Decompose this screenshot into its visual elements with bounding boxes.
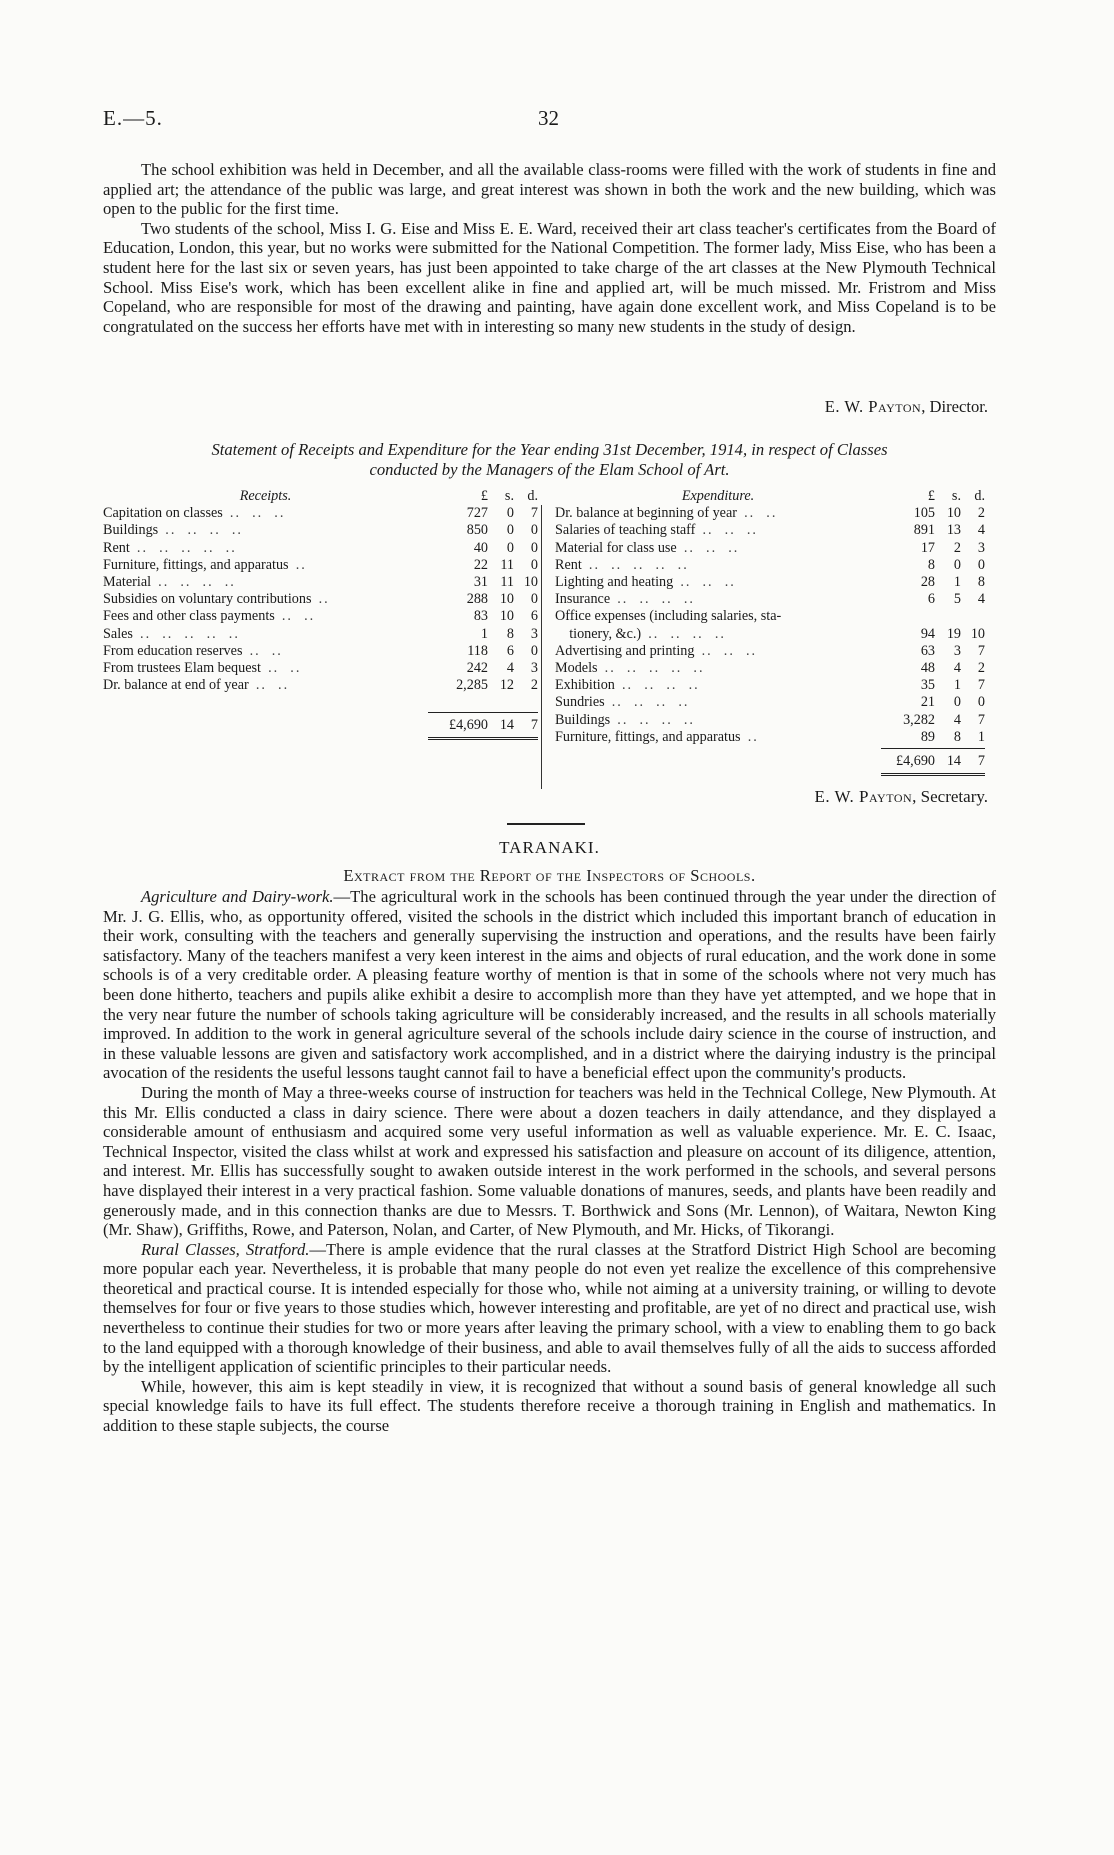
amount-pence: 1 — [977, 728, 985, 745]
ledger-row — [103, 608, 538, 625]
amount-pence: 7 — [977, 711, 985, 728]
amount-shillings: 8 — [506, 625, 514, 642]
pence-header: d. — [527, 488, 538, 504]
receipts-total-pounds: £4,690 — [428, 712, 488, 734]
ledger-row — [103, 574, 538, 591]
receipts-total-shillings: 14 — [488, 712, 514, 734]
amount-shillings: 0 — [953, 694, 961, 711]
statement-title-line: Statement of Receipts and Expenditure for the Year ending 31st December, 1914, in respect of Classes — [211, 440, 888, 459]
leader-dots: .. .. — [268, 660, 302, 677]
paragraph-agriculture — [103, 887, 996, 1083]
ledger-item-label: Exhibition — [555, 677, 615, 694]
ledger-item-label: Models — [555, 660, 598, 677]
ledger-row — [555, 557, 985, 574]
section-divider — [507, 823, 585, 825]
ledger-row — [555, 522, 985, 539]
amount-pounds: 83 — [473, 608, 488, 625]
page-number: 32 — [538, 106, 559, 130]
ledger-row — [103, 505, 538, 522]
amount-pounds: 891 — [913, 522, 935, 539]
amount-shillings: 10 — [946, 505, 961, 522]
amount-pence: 7 — [977, 642, 985, 659]
shillings-header: s. — [951, 488, 961, 504]
leader-dots: .. .. .. .. .. — [136, 539, 237, 556]
ledger-row — [103, 591, 538, 608]
ledger-item-label: tionery, &c.) — [555, 625, 642, 642]
amount-pounds: 48 — [920, 660, 935, 677]
statement-title — [103, 440, 996, 480]
amount-shillings: 13 — [946, 522, 961, 539]
expenditure-total-pence: 7 — [961, 748, 985, 770]
amount-shillings — [935, 608, 961, 625]
amount-pence — [961, 608, 985, 625]
signature-role: , Director. — [921, 397, 988, 416]
expenditure-total-shillings: 14 — [935, 748, 961, 770]
ledger-item-label: Buildings — [103, 522, 159, 539]
leader-dots: .. .. .. .. — [165, 522, 243, 539]
amount-pence: 4 — [977, 591, 985, 608]
receipts-heading: Receipts. — [239, 488, 292, 504]
leader-dots: .. .. — [255, 677, 290, 694]
amount-pounds: 21 — [920, 694, 935, 711]
ledger-row — [555, 626, 985, 643]
ledger-row — [103, 626, 538, 643]
amount-pounds: 17 — [920, 539, 935, 556]
amount-pounds: 35 — [920, 677, 935, 694]
leader-dots: .. .. .. — [229, 505, 286, 522]
amount-pounds: 3,282 — [903, 711, 935, 728]
paragraph-rural — [103, 1240, 996, 1377]
amount-pence: 2 — [530, 677, 538, 694]
shillings-header: s. — [504, 488, 514, 504]
ledger-item-label: Rent — [555, 556, 582, 573]
ledger-item-label: Fees and other class payments — [103, 608, 275, 625]
ledger-row — [555, 608, 985, 625]
leader-dots: .. .. — [281, 608, 316, 625]
ledger-item-label: Capitation on classes — [103, 505, 223, 522]
signature-name: E. W. Payton — [824, 397, 922, 416]
leader-dots: .. .. .. .. — [617, 591, 695, 608]
ledger-row — [555, 505, 985, 522]
amount-pounds: 850 — [466, 522, 488, 539]
leader-dots: .. .. .. .. .. — [604, 660, 705, 677]
expenditure-total-pounds: £4,690 — [881, 748, 935, 770]
ledger-row — [103, 540, 538, 557]
leader-dots: .. — [295, 556, 307, 573]
amount-pence: 10 — [970, 625, 985, 642]
amount-pence: 7 — [530, 505, 538, 522]
amount-pounds: 727 — [466, 505, 488, 522]
ledger-row — [103, 643, 538, 660]
column-divider — [541, 505, 542, 789]
ledger-row — [555, 574, 985, 591]
taranaki-text — [103, 887, 996, 1436]
ledger-item-label: Material — [103, 574, 152, 591]
leader-dots: .. .. .. .. .. — [588, 556, 689, 573]
ledger-item-label: Buildings — [555, 711, 611, 728]
amount-pounds: 8 — [927, 556, 935, 573]
ledger-item-label: Lighting and heating — [555, 574, 674, 591]
amount-shillings: 11 — [500, 574, 514, 591]
ledger-row — [555, 712, 985, 729]
ledger-row — [555, 677, 985, 694]
secretary-signature — [814, 787, 988, 807]
leader-dots: .. — [747, 728, 759, 745]
ledger-row — [103, 677, 538, 694]
ledger-item-label: From education reserves — [103, 642, 243, 659]
ledger-row — [555, 694, 985, 711]
leader-dots: .. .. .. .. — [158, 574, 236, 591]
ledger-row — [555, 540, 985, 557]
amount-shillings: 3 — [953, 642, 961, 659]
paragraph-lead: Rural Classes, Stratford. — [141, 1239, 310, 1259]
intro-text — [103, 160, 996, 336]
amount-pence: 3 — [530, 660, 538, 677]
ledger-row — [555, 643, 985, 660]
ledger-item-label: Material for class use — [555, 539, 677, 556]
leader-dots: .. .. — [249, 642, 283, 659]
amount-shillings: 0 — [953, 556, 961, 573]
amount-shillings: 11 — [500, 556, 514, 573]
paragraph-general-knowledge: While, however, this aim is kept steadily in view, it is recognized that without a sound basis of general knowledge all such special knowledge fails to have its full effect. The students therefore receive a thorough training in English and mathematics. In addition to these staple subjects, the course — [103, 1376, 996, 1436]
amount-pence: 0 — [977, 694, 985, 711]
paragraph-exhibition: The school exhibition was held in December, and all the available class-rooms were filled with the work of students in fine and applied art; the attendance of the public was large, and great interest was shown in both the work and the new building, which was open to the public for the first time. — [103, 160, 996, 219]
leader-dots: .. .. .. — [680, 574, 736, 591]
ledger-item-label: Office expenses (including salaries, sta- — [555, 608, 782, 625]
statement-title-line: conducted by the Managers of the Elam School of Art. — [369, 460, 730, 479]
amount-pounds: 6 — [927, 591, 935, 608]
ledger-row — [555, 591, 985, 608]
amount-pounds: 63 — [920, 642, 935, 659]
amount-shillings: 6 — [506, 642, 514, 659]
paragraph-body: —The agricultural work in the schools has been continued through the year under the direction of Mr. J. G. Ellis, who, as opportunity offered, visited the schools in the district which included this important branch of education in their work, consulting with the teachers and generally supervising the instruction and operations, and the results have been fairly satisfactory. Many of the teachers manifest a very keen interest in the aims and objects of rural education, and the work done in some schools is of a very creditable order. A pleasing feature worthy of mention is that in some of the schools where not very much has been done hitherto, teachers and pupils alike exhibit a desire to accomplish more than they have yet attempted, and we hope that in the very near future the number of schools taking agriculture will be considerably increased, and the results in all schools materially improved. In addition to the work in general agriculture several of the schools include dairy science in the course of instruction, and in these valuable lessons are given and satisfactory work accomplished, and in a district where the dairying industry is the principal avocation of the residents the useful lessons taught cannot fail to have a beneficial effect upon the community's products. — [103, 887, 997, 1083]
amount-shillings: 4 — [506, 660, 514, 677]
director-signature — [825, 397, 988, 417]
amount-pence: 6 — [530, 608, 538, 625]
amount-pounds: 242 — [466, 660, 488, 677]
leader-dots: .. .. .. — [683, 539, 740, 556]
leader-dots: .. .. .. .. — [617, 711, 695, 728]
amount-shillings: 0 — [506, 539, 514, 556]
amount-pence: 4 — [977, 522, 985, 539]
ledger-item-label: Furniture, fittings, and apparatus — [103, 556, 289, 573]
amount-shillings: 2 — [953, 539, 961, 556]
amount-shillings: 4 — [953, 711, 961, 728]
amount-pounds: 31 — [473, 574, 488, 591]
amount-pence: 8 — [977, 574, 985, 591]
ledger-row — [555, 660, 985, 677]
amount-pence: 7 — [977, 677, 985, 694]
ledger-item-label: Dr. balance at end of year — [103, 677, 249, 694]
ledger-item-label: Advertising and printing — [555, 642, 695, 659]
amount-shillings: 0 — [506, 522, 514, 539]
section-heading: TARANAKI. — [499, 838, 600, 857]
signature-role: , Secretary. — [912, 787, 988, 806]
leader-dots: .. .. .. — [702, 522, 758, 539]
report-code: E.—5. — [103, 106, 163, 130]
amount-pence: 0 — [530, 556, 538, 573]
amount-pounds: 118 — [467, 642, 488, 659]
amount-pounds: 288 — [466, 591, 488, 608]
ledger-item-label: Sales — [103, 625, 133, 642]
ledger-row — [103, 522, 538, 539]
amount-pence: 0 — [977, 556, 985, 573]
amount-pounds: 105 — [913, 505, 935, 522]
leader-dots: .. .. .. .. — [648, 625, 726, 642]
leader-dots: .. .. .. .. — [622, 677, 700, 694]
amount-pence: 0 — [530, 522, 538, 539]
amount-pounds: 94 — [920, 625, 935, 642]
ledger-item-label: Sundries — [555, 694, 605, 711]
amount-pence: 3 — [977, 539, 985, 556]
amount-pounds: 89 — [920, 728, 935, 745]
leader-dots: .. .. .. .. .. — [140, 625, 240, 642]
amount-pence: 2 — [977, 505, 985, 522]
section-subheading: Extract from the Report of the Inspectors of Schools. — [343, 866, 756, 885]
amount-pence: 0 — [530, 591, 538, 608]
amount-shillings: 1 — [953, 574, 961, 591]
amount-pounds — [881, 608, 935, 625]
ledger-row — [555, 729, 985, 746]
expenditure-heading: Expenditure. — [681, 488, 755, 504]
ledger-item-label: Insurance — [555, 591, 611, 608]
amount-shillings: 10 — [499, 608, 514, 625]
amount-pence: 0 — [530, 539, 538, 556]
paragraph-body: —There is ample evidence that the rural classes at the Stratford District High School are becoming more popular each year. Nevertheless, it is probable that many people do not even yet realize the excellence of this comprehensive theoretical and practical course. It is intended especially for those who, while not aiming at a university training, or willing to devote themselves for four or five years to those studies which, however interesting and profitable, are yet of no direct and practical use, wish nevertheless to continue their studies for two or more years after leaving the primary school, with a view to enabling them to go back to the land equipped with a thorough knowledge of their business, and able to avail themselves fully of all the aids to success afforded by the intelligent application of scientific principles to their particular needs. — [103, 1239, 996, 1377]
expenditure-table — [555, 488, 985, 776]
receipts-total-pence: 7 — [514, 712, 538, 734]
amount-pounds: 40 — [473, 539, 488, 556]
amount-pounds: 1 — [480, 625, 488, 642]
pence-header: d. — [974, 488, 985, 504]
amount-shillings: 0 — [506, 505, 514, 522]
amount-shillings: 12 — [499, 677, 514, 694]
leader-dots: .. .. .. .. — [611, 694, 690, 711]
ledger-item-label: From trustees Elam bequest — [103, 660, 262, 677]
pounds-header: £ — [480, 488, 488, 504]
amount-pence: 3 — [530, 625, 538, 642]
amount-shillings: 4 — [953, 660, 961, 677]
receipts-table — [103, 488, 538, 740]
paragraph-may-course: During the month of May a three-weeks course of instruction for teachers was held in the Technical College, New Plymouth. At this Mr. Ellis conducted a class in dairy science. There were about a dozen teachers in daily attendance, and they displayed a considerable amount of enthusiasm and acquired some very useful information as well as valuable experience. Mr. E. C. Isaac, Technical Inspector, visited the class whilst at work and expressed his satisfaction and pleasure on account of its diligence, attention, and interest. Mr. Ellis has successfully sought to awaken outside interest in the work performed in the schools, and several persons have displayed their interest in a very practical fashion. Some valuable donations of manures, seeds, and plants have been readily and generously made, and in this connection thanks are due to Messrs. T. Borthwick and Sons (Mr. Lennon), of Waitara, Newton King (Mr. Shaw), Griffiths, Rowe, and Paterson, Nolan, and Carter, of New Plymouth, and Mr. Hicks, of Tikorangi. — [103, 1082, 996, 1240]
ledger-row — [103, 660, 538, 677]
amount-shillings: 5 — [953, 591, 961, 608]
amount-pounds: 28 — [920, 574, 935, 591]
leader-dots: .. .. — [744, 505, 778, 522]
amount-shillings: 8 — [953, 728, 961, 745]
signature-name: E. W. Payton — [814, 787, 913, 806]
paragraph-students: Two students of the school, Miss I. G. Eise and Miss E. E. Ward, received their art class teacher's certificates from the Board of Education, London, this year, but no works were submitted for the National Competition. The former lady, Miss Eise, who has been a student here for the last six or seven years, has just been appointed to take charge of the art classes at the New Plymouth Technical School. Miss Eise's work, which has been excellent alike in fine and applied art, will be much missed. Mr. Fristrom and Miss Copeland, who are responsible for most of the drawing and painting, have again done excellent work, and Miss Copeland is to be congratulated on the success her efforts have met with in interesting so many new students in the study of design. — [103, 218, 996, 336]
amount-pence: 10 — [523, 574, 538, 591]
amount-pounds: 22 — [473, 556, 488, 573]
amount-shillings: 1 — [953, 677, 961, 694]
pounds-header: £ — [927, 488, 935, 504]
ledger-item-label: Subsidies on voluntary contributions — [103, 591, 312, 608]
ledger-item-label: Rent — [103, 539, 130, 556]
amount-shillings: 19 — [946, 625, 961, 642]
amount-pounds: 2,285 — [456, 677, 488, 694]
ledger-item-label: Furniture, fittings, and apparatus — [555, 728, 741, 745]
leader-dots: .. .. .. — [701, 642, 758, 659]
leader-dots: .. — [318, 591, 330, 608]
ledger-item-label: Dr. balance at beginning of year — [555, 505, 737, 522]
amount-pence: 0 — [530, 642, 538, 659]
amount-shillings: 10 — [499, 591, 514, 608]
ledger-item-label: Salaries of teaching staff — [555, 522, 696, 539]
ledger-row — [103, 557, 538, 574]
paragraph-lead: Agriculture and Dairy-work. — [141, 887, 334, 906]
amount-pence: 2 — [977, 660, 985, 677]
